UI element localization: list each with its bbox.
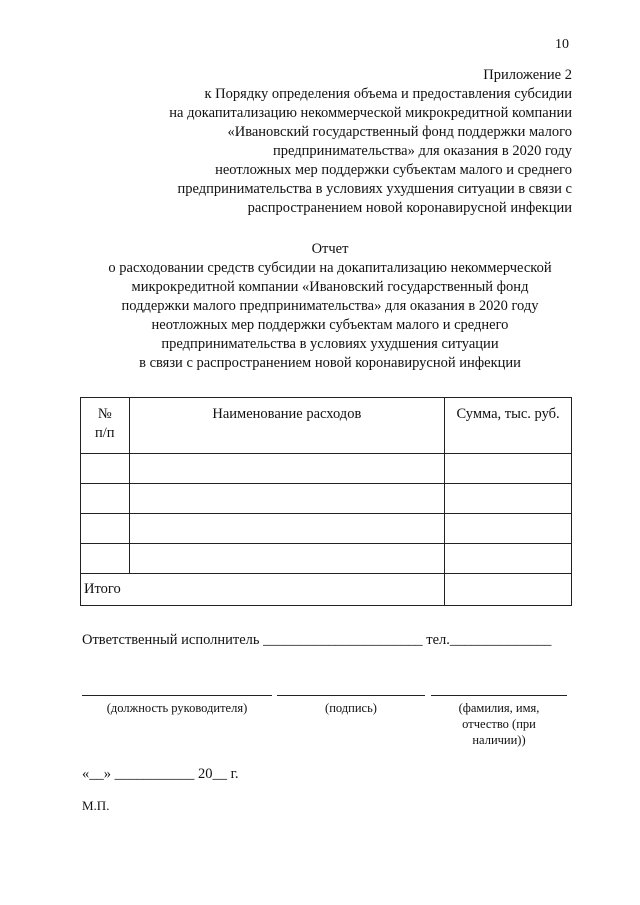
date-month-field[interactable]: ___________	[114, 766, 195, 782]
row-number-cell[interactable]	[81, 484, 130, 514]
report-heading	[70, 240, 590, 373]
report-subtitle-line: поддержки малого предпринимательства» для оказания в 2020 году	[121, 298, 539, 314]
row-number-cell[interactable]	[81, 514, 130, 544]
row-sum-cell[interactable]	[445, 544, 572, 574]
header-sum: Сумма, тыс. руб.	[445, 398, 572, 454]
table-row	[81, 514, 572, 544]
row-number-cell[interactable]	[81, 544, 130, 574]
fullname-caption	[431, 700, 567, 748]
table-header-row	[81, 398, 572, 454]
executor-name-field[interactable]: ______________________	[263, 632, 423, 648]
signature-line[interactable]	[277, 695, 425, 696]
date-year-field[interactable]: 20__ г.	[198, 766, 239, 782]
row-name-cell[interactable]	[129, 454, 445, 484]
appendix-line: предпринимательства» для оказания в 2020 году	[273, 143, 572, 159]
fullname-caption-text: (фамилия, имя,	[458, 701, 540, 715]
responsible-executor-line: Ответственный исполнитель ______________________ тел.______________	[82, 632, 552, 648]
header-number-sign: №	[97, 406, 112, 422]
phone-field[interactable]: ____________	[449, 632, 537, 648]
page-number: 10	[555, 37, 569, 52]
header-expense-name: Наименование расходов	[129, 398, 445, 454]
signature-caption-text: (подпись)	[325, 701, 377, 715]
total-label: Итого	[81, 574, 445, 606]
date-day-field[interactable]: «__»	[82, 766, 111, 782]
table-row	[81, 484, 572, 514]
report-subtitle-line: предпринимательства в условиях ухудшения ситуации	[161, 336, 499, 352]
appendix-line: неотложных мер поддержки субъектам малого и среднего	[215, 162, 572, 178]
phone-label: тел.	[426, 632, 450, 648]
position-caption	[82, 700, 272, 716]
row-sum-cell[interactable]	[445, 454, 572, 484]
total-row	[81, 574, 572, 606]
appendix-line: предпринимательства в условиях ухудшения ситуации в связи с	[177, 181, 572, 197]
appendix-header	[52, 66, 572, 218]
row-sum-cell[interactable]	[445, 514, 572, 544]
header-number	[81, 398, 130, 454]
report-subtitle-line: о расходовании средств субсидии на докапитализацию некоммерческой	[108, 260, 552, 276]
report-subtitle-line: в связи с распространением новой коронавирусной инфекции	[139, 355, 521, 371]
date-line	[82, 766, 239, 783]
expenses-table	[80, 397, 572, 606]
fullname-signature-line[interactable]	[431, 695, 567, 696]
header-number-abbr: п/п	[94, 425, 115, 441]
table-row	[81, 544, 572, 574]
stamp-place-label: М.П.	[82, 798, 110, 813]
appendix-line: «Ивановский государственный фонд поддержки малого	[227, 124, 572, 140]
row-number-cell[interactable]	[81, 454, 130, 484]
appendix-line: на докапитализацию некоммерческой микрокредитной компании	[169, 105, 572, 121]
row-sum-cell[interactable]	[445, 484, 572, 514]
row-name-cell[interactable]	[129, 544, 445, 574]
position-signature-line[interactable]	[82, 695, 272, 696]
executor-label: Ответственный исполнитель	[82, 632, 260, 648]
appendix-title: Приложение 2	[483, 67, 572, 83]
signature-caption	[277, 700, 425, 716]
fullname-caption-text: наличии))	[472, 733, 526, 747]
appendix-line: к Порядку определения объема и предоставления субсидии	[204, 86, 572, 102]
position-caption-text: (должность руководителя)	[106, 701, 248, 715]
report-title: Отчет	[311, 241, 349, 257]
row-name-cell[interactable]	[129, 514, 445, 544]
total-sum-cell[interactable]	[445, 574, 572, 606]
appendix-line: распространением новой коронавирусной инфекции	[247, 200, 572, 216]
fullname-caption-text: отчество (при	[462, 717, 536, 731]
row-name-cell[interactable]	[129, 484, 445, 514]
report-subtitle-line: микрокредитной компании «Ивановский государственный фонд	[131, 279, 529, 295]
table-row	[81, 454, 572, 484]
report-subtitle-line: неотложных мер поддержки субъектам малого и среднего	[151, 317, 509, 333]
